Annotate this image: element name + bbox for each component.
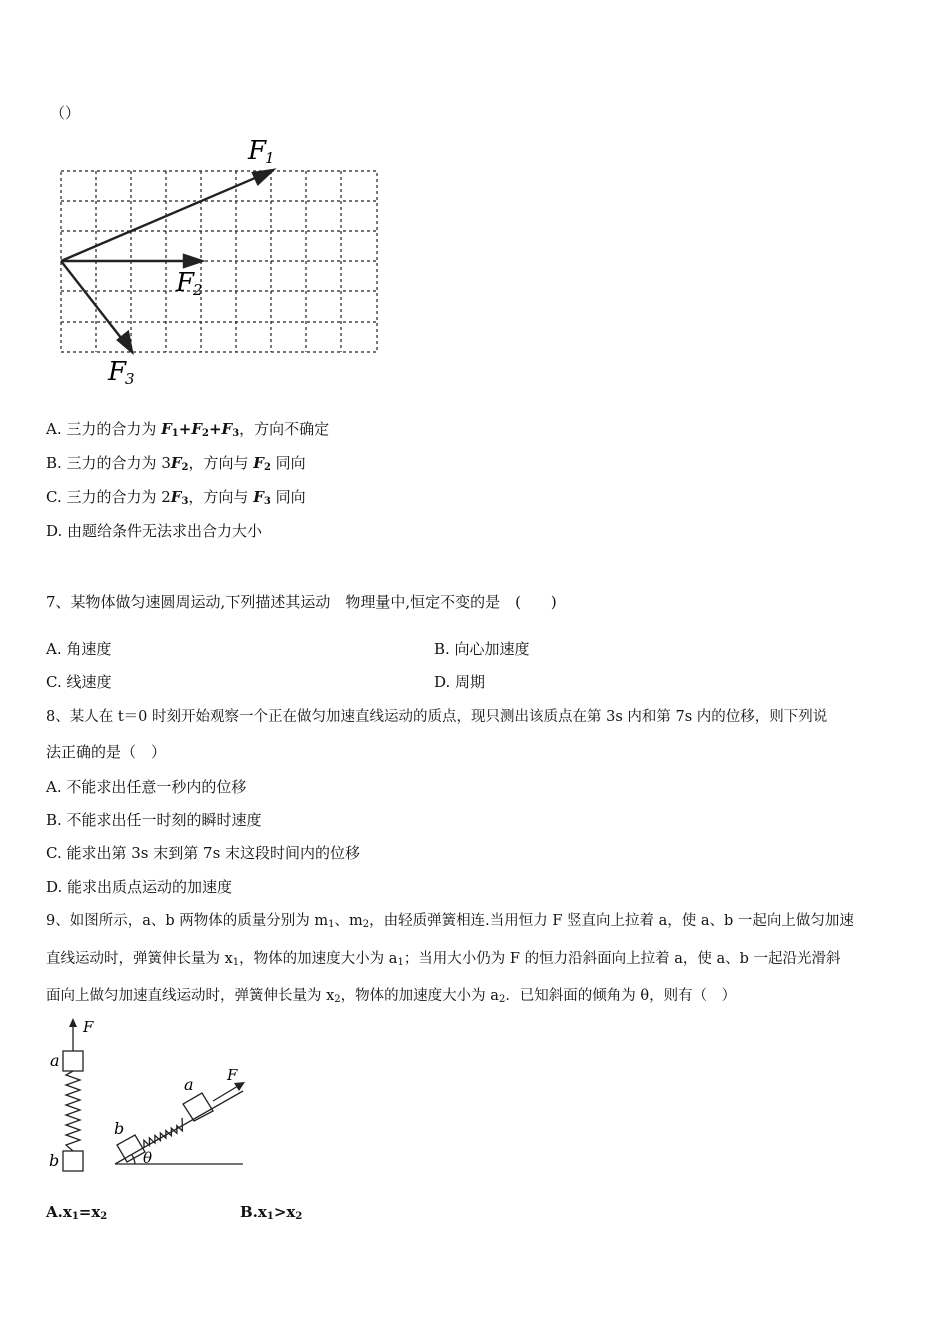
q6-stem-tail: （） bbox=[50, 104, 81, 122]
right-f-label: F bbox=[227, 1066, 238, 1084]
q8-stem-line2: 法正确的是（ ） bbox=[46, 743, 167, 761]
q8-option-a: A. 不能求出任意一秒内的位移 bbox=[46, 778, 247, 796]
right-spring bbox=[139, 1118, 187, 1148]
q7-stem: 7、某物体做匀速圆周运动,下列描述其运动 物理量中,恒定不变的是 ( ) bbox=[46, 593, 557, 611]
left-b-label: b bbox=[49, 1151, 60, 1170]
left-a-label: a bbox=[50, 1051, 60, 1070]
right-force-arrow-shaft bbox=[213, 1086, 238, 1101]
q8-stem-line1: 8、某人在 t＝0 时刻开始观察一个正在做匀加速直线运动的质点，现只测出该质点在第 3s 内和第 7s 内的位移，则下列说 bbox=[46, 709, 828, 725]
f3-label: F bbox=[108, 357, 127, 387]
q9-stem-line2: 直线运动时，弹簧伸长量为 $x_1$，物体的加速度大小为 $a_1$；当用大小仍为 F 的恒力沿斜面向上拉着 a，使 a、b 一起沿光滑斜 bbox=[46, 951, 841, 968]
q6-option-b: B. 三力的合力为 $3F_2$，方向与 $F_2$ 同向 bbox=[46, 454, 306, 473]
q9-stem-line1: 9、如图所示，a、b 两物体的质量分别为 $m_1$、$m_2$，由轻质弹簧相连.当用恒力 F 竖直向上拉着 a，使 a、b 一起向上做匀加速 bbox=[46, 913, 854, 930]
left-force-arrowhead bbox=[69, 1018, 77, 1027]
q8-option-b: B. 不能求出任一时刻的瞬时速度 bbox=[46, 811, 262, 829]
q8-option-c: C. 能求出第 3s 末到第 7s 末这段时间内的位移 bbox=[46, 844, 361, 862]
right-b-label: b bbox=[114, 1119, 125, 1138]
left-block-b bbox=[63, 1151, 83, 1171]
q8-option-d: D. 能求出质点运动的加速度 bbox=[46, 878, 233, 896]
f3-label-sub: 3 bbox=[125, 370, 135, 388]
f1-label-sub: 1 bbox=[265, 149, 275, 167]
q6-option-a: A. 三力的合力为 $F_1+F_2+F_3$，方向不确定 bbox=[46, 420, 330, 439]
q7-option-d: D. 周期 bbox=[434, 673, 486, 691]
q7-option-c: C. 线速度 bbox=[46, 673, 112, 691]
theta-label: θ bbox=[143, 1149, 153, 1167]
q9-stem-line3: 面向上做匀加速直线运动时，弹簧伸长量为 $x_2$，物体的加速度大小为 $a_2$．已知斜面的倾角为 θ，则有（ ） bbox=[46, 988, 737, 1005]
right-a-label: a bbox=[184, 1075, 194, 1094]
left-f-label: F bbox=[83, 1018, 94, 1036]
f1-label: F bbox=[248, 136, 267, 166]
q6-option-d: D. 由题给条件无法求出合力大小 bbox=[46, 522, 263, 540]
q7-option-a: A. 角速度 bbox=[46, 640, 112, 658]
q6-option-c: C. 三力的合力为 $2F_3$，方向与 $F_3$ 同向 bbox=[46, 488, 306, 507]
f2-label: F bbox=[176, 268, 195, 298]
f2-label-sub: 2 bbox=[193, 281, 203, 299]
q7-option-b: B. 向心加速度 bbox=[434, 640, 530, 658]
right-block-b bbox=[117, 1135, 145, 1162]
left-spring bbox=[66, 1071, 80, 1151]
q9-option-a: $A.x_1=x_2$ bbox=[46, 1203, 108, 1222]
left-block-a bbox=[63, 1051, 83, 1071]
q9-option-b: $B.x_1>x_2$ bbox=[240, 1203, 303, 1222]
